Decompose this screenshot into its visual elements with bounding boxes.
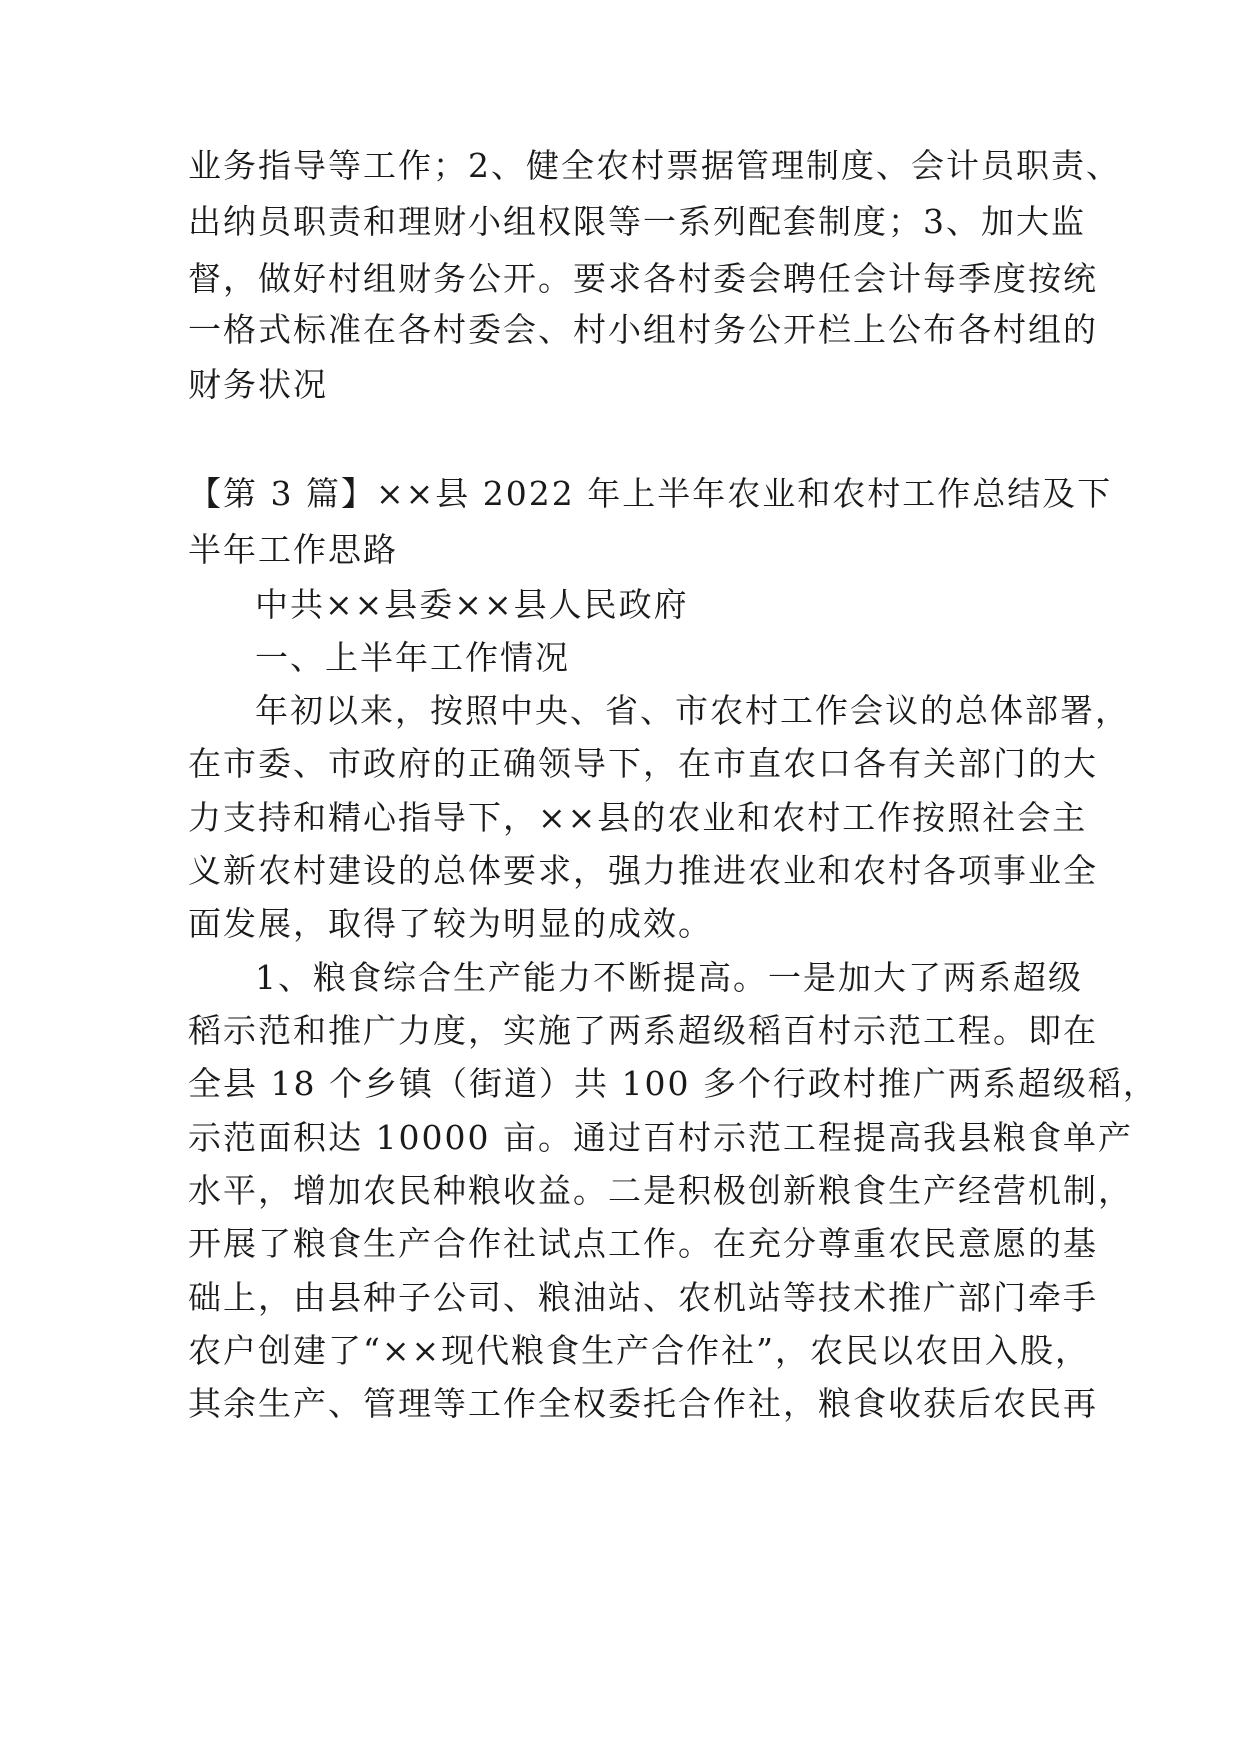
text-line: 力支持和精心指导下，××县的农业和农村工作按照社会主 (188, 798, 1088, 837)
text-line: 全县 18 个乡镇（街道）共 100 多个行政村推广两系超级稻， (188, 1064, 1158, 1103)
text-line: 一格式标准在各村委会、村小组村务公开栏上公布各村组的 (188, 310, 1098, 349)
text-line: 义新农村建设的总体要求，强力推进农业和农村各项事业全 (188, 851, 1098, 890)
text-line: 水平，增加农民种粮收益。二是积极创新粮食生产经营机制， (188, 1171, 1133, 1210)
text-line: 开展了粮食生产合作社试点工作。在充分尊重农民意愿的基 (188, 1224, 1098, 1263)
text-line: 稻示范和推广力度，实施了两系超级稻百村示范工程。即在 (188, 1011, 1098, 1050)
author-line: 中共××县委××县人民政府 (255, 585, 689, 624)
text-line: 出纳员职责和理财小组权限等一系列配套制度；3、加大监 (188, 202, 1086, 241)
text-line: 农户创建了“××现代粮食生产合作社”，农民以农田入股， (188, 1331, 1091, 1370)
section-title: 【第 3 篇】××县 2022 年上半年农业和农村工作总结及下 (188, 474, 1113, 513)
text-line: 1、粮食综合生产能力不断提高。一是加大了两系超级 (255, 958, 1083, 997)
text-line: 督，做好村组财务公开。要求各村委会聘任会计每季度按统 (188, 259, 1098, 298)
text-line: 示范面积达 10000 亩。通过百村示范工程提高我县粮食单产 (188, 1118, 1133, 1157)
text-line: 在市委、市政府的正确领导下，在市直农口各有关部门的大 (188, 744, 1098, 783)
text-line: 财务状况 (188, 365, 328, 404)
text-line: 年初以来，按照中央、省、市农村工作会议的总体部署， (255, 691, 1130, 730)
text-line: 其余生产、管理等工作全权委托合作社，粮食收获后农民再 (188, 1384, 1098, 1423)
text-line: 业务指导等工作；2、健全农村票据管理制度、会计员职责、 (188, 146, 1121, 185)
heading-line: 一、上半年工作情况 (255, 638, 570, 677)
text-line: 础上，由县种子公司、粮油站、农机站等技术推广部门牵手 (188, 1278, 1098, 1317)
section-title: 半年工作思路 (188, 530, 398, 569)
text-line: 面发展，取得了较为明显的成效。 (188, 904, 713, 943)
